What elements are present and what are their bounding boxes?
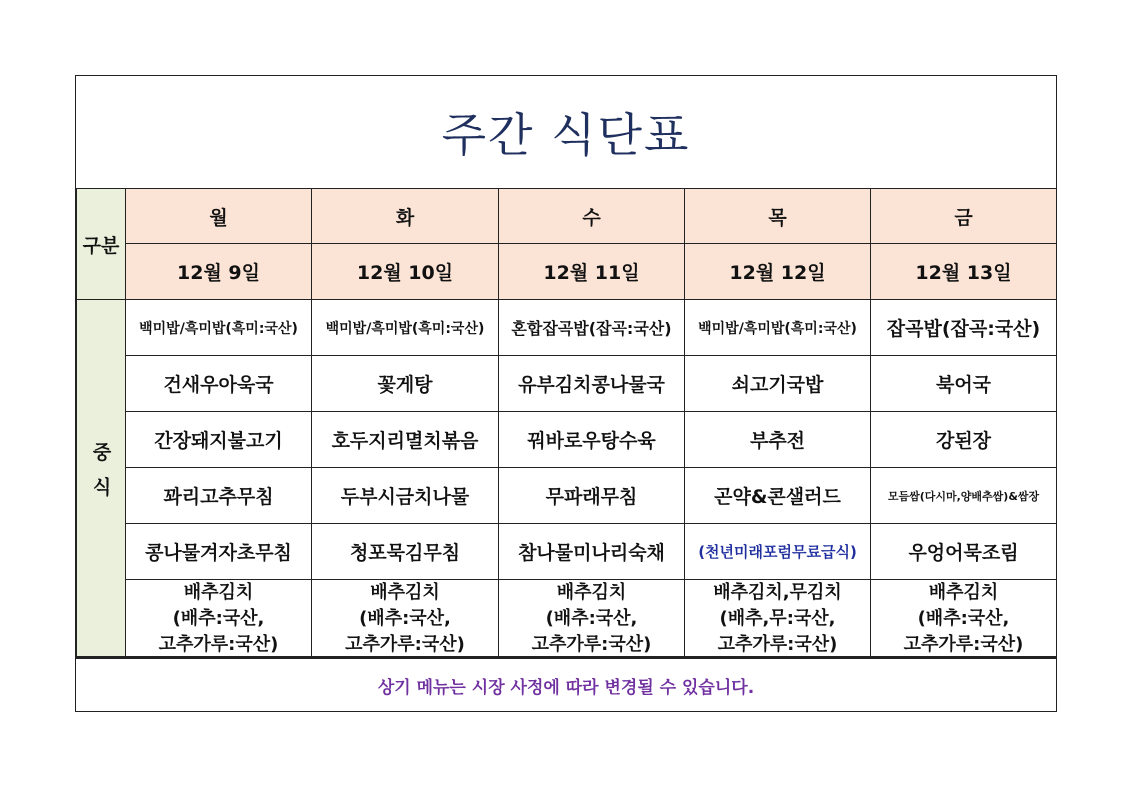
kimchi-cell (126, 580, 312, 659)
kimchi-name: 배추김치 (928, 582, 999, 603)
side-dish-row-2 (77, 524, 1057, 580)
kimchi-name: 배추김치 (370, 582, 440, 603)
main-dish-row (77, 412, 1057, 468)
kimchi-name: 배추김치,무김치 (713, 582, 842, 603)
day-header: 금 (871, 189, 1057, 244)
side-dish-row (77, 468, 1057, 524)
kimchi-name: 배추김치 (556, 582, 627, 603)
menu-table (76, 188, 1057, 659)
menu-cell: 백미밥/흑미밥(흑미:국산) (312, 300, 499, 356)
menu-cell: 북어국 (871, 356, 1057, 412)
kimchi-cell (871, 580, 1057, 659)
kimchi-origin: (배추:국산, (172, 608, 265, 629)
kimchi-name: 배추김치 (183, 582, 254, 603)
menu-cell: 우엉어묵조림 (871, 524, 1057, 580)
menu-cell: 꽈리고추무침 (126, 468, 312, 524)
day-header-row (77, 189, 1057, 244)
menu-cell: 혼합잡곡밥(잡곡:국산) (499, 300, 685, 356)
kimchi-origin: 고추가루:국산) (903, 634, 1024, 655)
menu-cell: 부추전 (685, 412, 871, 468)
day-header: 목 (685, 189, 871, 244)
menu-cell: 모듬쌈(다시마,양배추쌈)&쌈장 (871, 468, 1057, 524)
date-header: 12월 9일 (126, 244, 312, 300)
kimchi-row (77, 580, 1057, 659)
kimchi-origin: (배추:국산, (545, 608, 638, 629)
meal-label-cell (77, 300, 126, 659)
free-meal-note: (천년미래포럼무료급식) (685, 524, 871, 580)
menu-sheet (75, 75, 1057, 712)
menu-cell: 호두지리멸치볶음 (312, 412, 499, 468)
day-header: 화 (312, 189, 499, 244)
menu-cell: 잡곡밥(잡곡:국산) (871, 300, 1057, 356)
menu-cell: 청포묵김무침 (312, 524, 499, 580)
kimchi-origin: 고추가루:국산) (345, 634, 465, 655)
menu-cell: 꽃게탕 (312, 356, 499, 412)
kimchi-origin: (배추,무:국산, (719, 608, 836, 629)
kimchi-origin: 고추가루:국산) (531, 634, 652, 655)
menu-cell: 무파래무침 (499, 468, 685, 524)
kimchi-origin: 고추가루:국산) (717, 634, 838, 655)
kimchi-origin: 고추가루:국산) (158, 634, 279, 655)
menu-cell: 간장돼지불고기 (126, 412, 312, 468)
soup-row (77, 356, 1057, 412)
menu-cell: 참나물미나리숙채 (499, 524, 685, 580)
kimchi-origin: (배추:국산, (359, 608, 451, 629)
date-header: 12월 11일 (499, 244, 685, 300)
menu-cell: 콩나물겨자초무침 (126, 524, 312, 580)
kimchi-cell (312, 580, 499, 659)
menu-cell: 유부김치콩나물국 (499, 356, 685, 412)
date-header: 12월 12일 (685, 244, 871, 300)
kimchi-cell (685, 580, 871, 659)
menu-cell: 쇠고기국밥 (685, 356, 871, 412)
menu-cell: 곤약&콘샐러드 (685, 468, 871, 524)
meal-label: 중식 (89, 441, 112, 512)
category-label: 구분 (77, 189, 126, 300)
date-header: 12월 13일 (871, 244, 1057, 300)
menu-cell: 강된장 (871, 412, 1057, 468)
day-header: 월 (126, 189, 312, 244)
kimchi-cell (499, 580, 685, 659)
menu-cell: 건새우아욱국 (126, 356, 312, 412)
kimchi-origin: (배추:국산, (917, 608, 1010, 629)
menu-cell: 꿔바로우탕수육 (499, 412, 685, 468)
page-title: 주간 식단표 (441, 108, 691, 162)
date-header: 12월 10일 (312, 244, 499, 300)
date-header-row (77, 244, 1057, 300)
title-row (76, 76, 1056, 190)
day-header: 수 (499, 189, 685, 244)
menu-cell: 백미밥/흑미밥(흑미:국산) (685, 300, 871, 356)
menu-cell: 백미밥/흑미밥(흑미:국산) (126, 300, 312, 356)
footer-note: 상기 메뉴는 시장 사정에 따라 변경될 수 있습니다. (76, 656, 1056, 713)
rice-row (77, 300, 1057, 356)
menu-cell: 두부시금치나물 (312, 468, 499, 524)
